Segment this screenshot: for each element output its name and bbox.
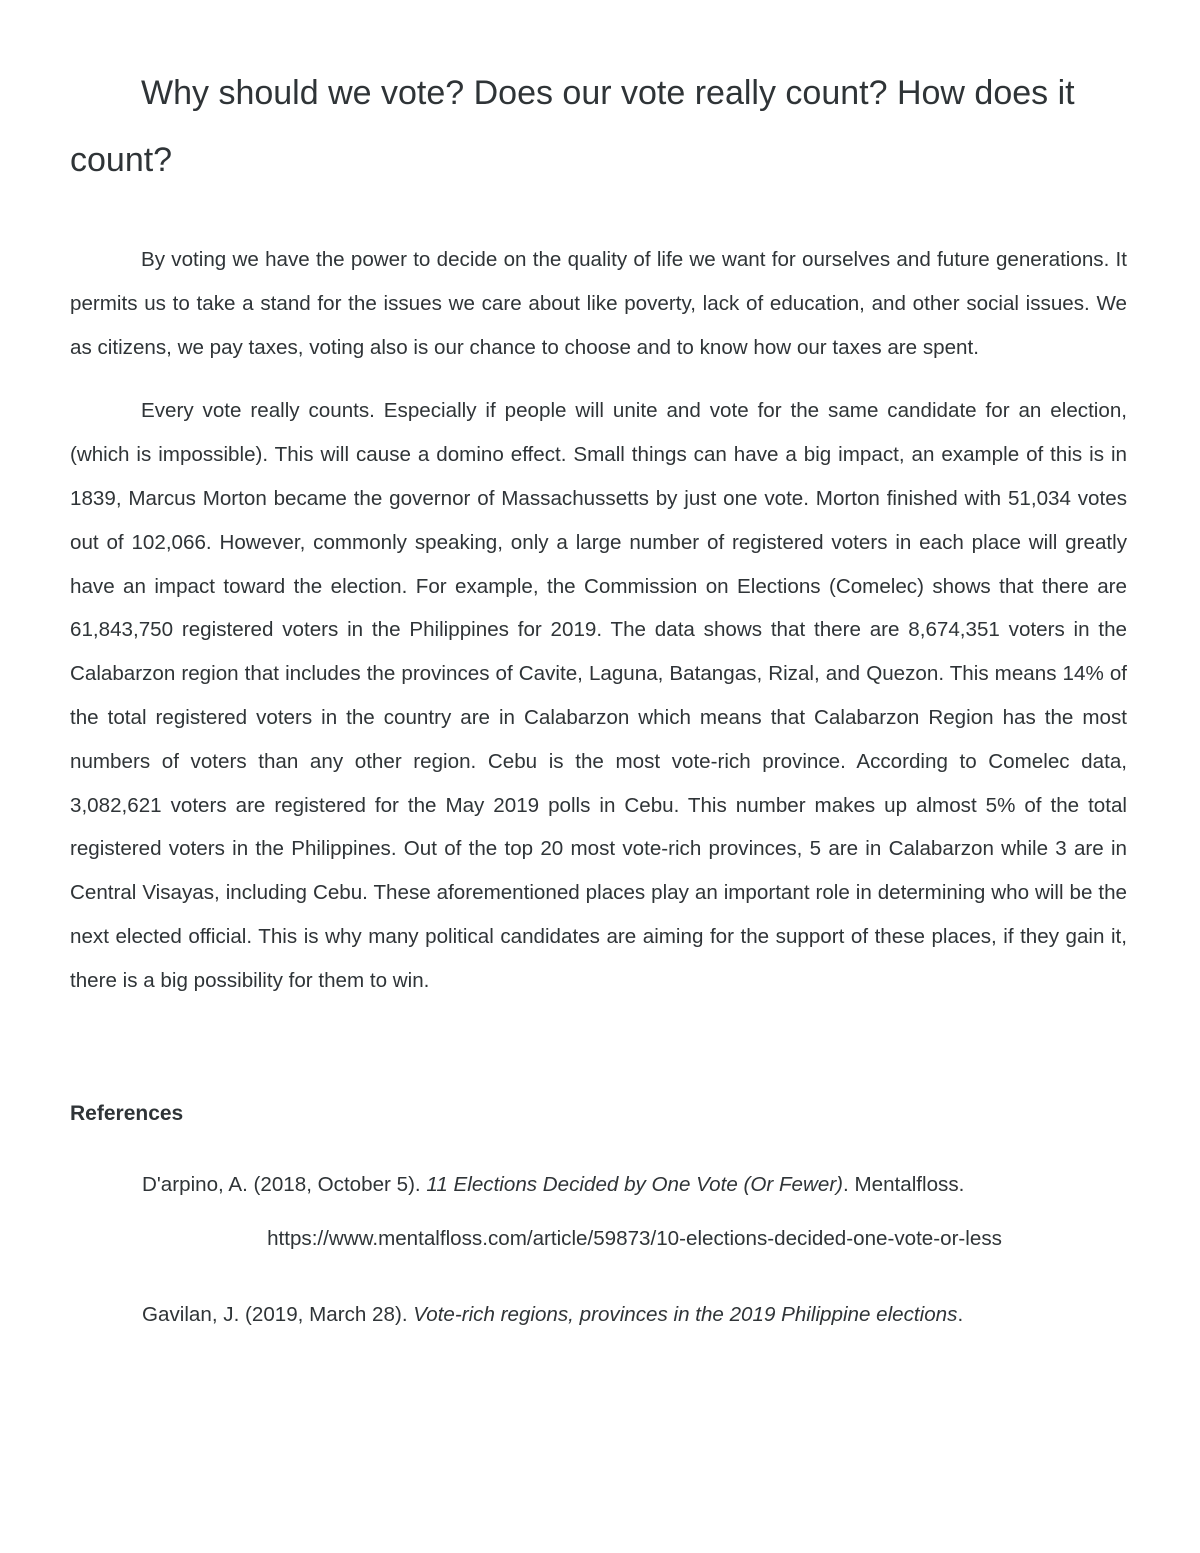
reference-author-date: D'arpino, A. (2018, October 5). bbox=[142, 1172, 421, 1196]
reference-source: . bbox=[957, 1302, 964, 1326]
reference-author-date: Gavilan, J. (2019, March 28). bbox=[142, 1302, 408, 1326]
body-paragraph: By voting we have the power to decide on the quality of life we want for ourselves and future generations. It permits us to take a stand for the issues we care about like poverty, lack of education, and other social issues. We as citizens, we pay taxes, voting also is our chance to choose and to know how our taxes are spent. bbox=[70, 248, 1127, 359]
document-title: Why should we vote? Does our vote really count? How does it count? bbox=[70, 74, 1075, 179]
reference-url-link[interactable]: https://www.mentalfloss.com/article/59873/10-elections-decided-one-vote-or-less bbox=[267, 1226, 1002, 1250]
references-heading: References bbox=[70, 1101, 184, 1125]
reference-entry bbox=[70, 1288, 1127, 1342]
reference-work-title: Vote-rich regions, provinces in the 2019 Philippine elections bbox=[413, 1302, 958, 1326]
reference-source: . Mentalfloss. bbox=[843, 1172, 965, 1196]
document-page bbox=[70, 0, 1127, 1342]
reference-work-title: 11 Elections Decided by One Vote (Or Fewer) bbox=[426, 1172, 844, 1196]
body-paragraph: Every vote really counts. Especially if people will unite and vote for the same candidate for an election, (which is impossible). This will cause a domino effect. Small things can have a big impact, an example of this is in 1839, Marcus Morton became the governor of Massachussetts by just one vote. Morton finished with 51,034 votes out of 102,066. However, commonly speaking, only a large number of registered voters in each place will greatly have an impact toward the election. For example, the Commission on Elections (Comelec) shows that there are 61,843,750 registered voters in the Philippines for 2019. The data shows that there are 8,674,351 voters in the Calabarzon region that includes the provinces of Cavite, Laguna, Batangas, Rizal, and Quezon. This means 14% of the total registered voters in the country are in Calabarzon which means that Calabarzon Region has the most numbers of voters than any other region. Cebu is the most vote-rich province. According to Comelec data, 3,082,621 voters are registered for the May 2019 polls in Cebu. This number makes up almost 5% of the total registered voters in the Philippines. Out of the top 20 most vote-rich provinces, 5 are in Calabarzon while 3 are in Central Visayas, including Cebu. These aforementioned places play an important role in determining who will be the next elected official. This is why many political candidates are aiming for the support of these places, if they gain it, there is a big possibility for them to win. bbox=[70, 399, 1127, 992]
reference-entry bbox=[70, 1158, 1127, 1266]
